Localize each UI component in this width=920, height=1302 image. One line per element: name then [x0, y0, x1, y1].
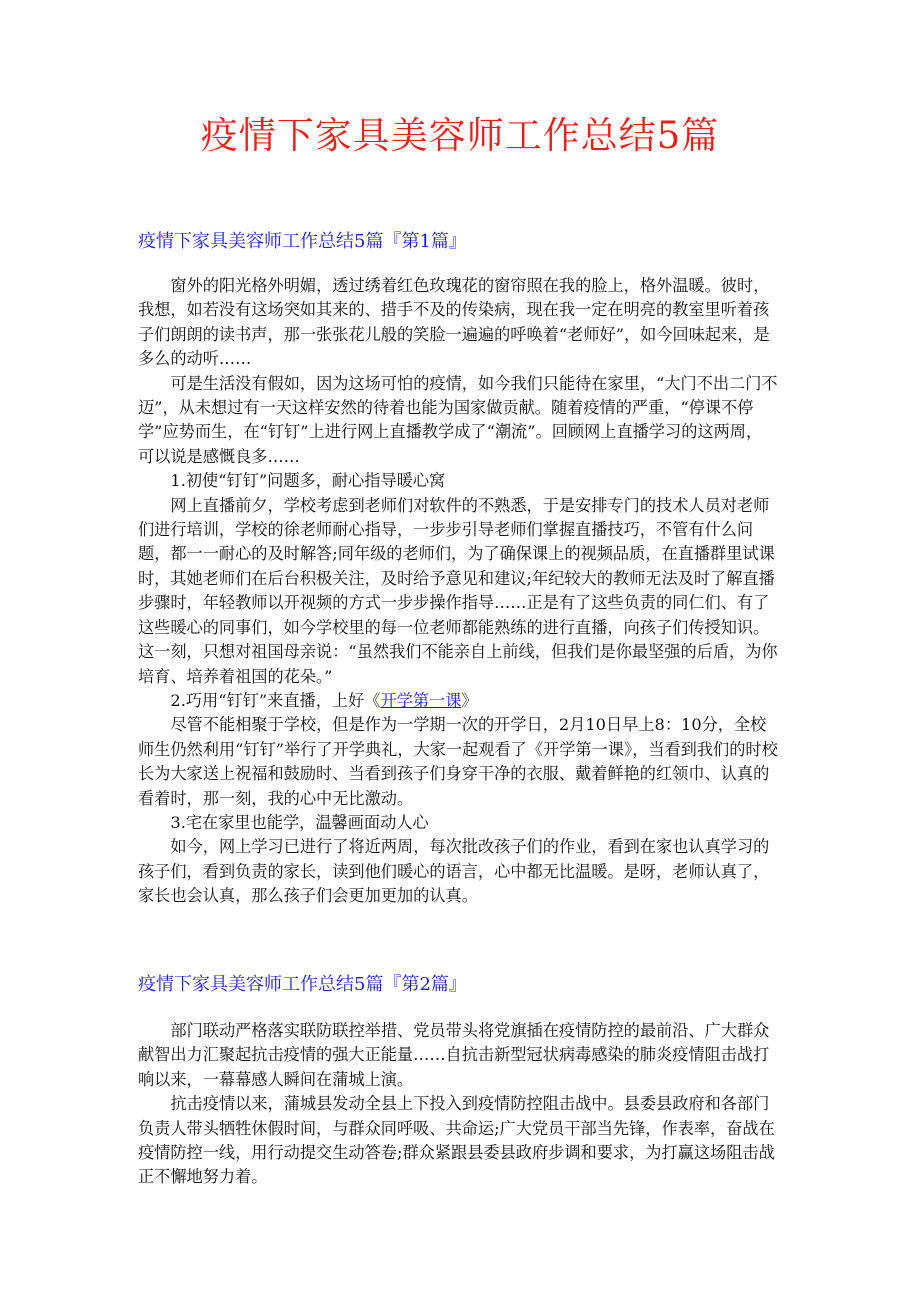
- list-item-heading: 3.宅在家里也能学，温馨画面动人心: [170, 812, 429, 832]
- opening-lesson-link[interactable]: 开学第一课: [380, 690, 462, 710]
- item-2-prefix: 2.巧用“钉钉”来直播，上好《: [170, 690, 381, 710]
- section-1-heading: 疫情下家具美容师工作总结5篇『第1篇』: [138, 231, 467, 252]
- section-2-heading: 疫情下家具美容师工作总结5篇『第2篇』: [138, 974, 467, 995]
- item-2-suffix: 》: [461, 690, 478, 710]
- paragraph: 抗击疫情以来，蒲城县发动全县上下投入到疫情防控阻击战中。县委县政府和各部门负责人带头牺牲休假时间，与群众同呼吸、共命运;广大党员干部当先锋，作表率，奋战在疫情防控一线，用行动提交生动答卷;群众紧跟县委县政府步调和要求，为打赢这场阻击战正不懈地努力着。: [138, 1094, 775, 1187]
- list-item-heading: 1.初使“钉钉”问题多，耐心指导暖心窝: [170, 471, 446, 491]
- paragraph: 可是生活没有假如，因为这场可怕的疫情，如今我们只能待在家里，“大门不出二门不迈”，从未想过有一天这样安然的待着也能为国家做贡献。随着疫情的严重，“停课不停学”应势而生，在“钉钉”上进行网上直播教学成了“潮流”。回顾网上直播学习的这两周，可以说是感慨良多……: [138, 373, 778, 466]
- paragraph: 网上直播前夕，学校考虑到老师们对软件的不熟悉，于是安排专门的技术人员对老师们进行培训，学校的徐老师耐心指导，一步步引导老师们掌握直播技巧，不管有什么问题，都一一耐心的及时解答;同年级的老师们，为了确保课上的视频品质，在直播群里试课时，其她老师们在后台积极关注，及时给予意见和建议;年纪较大的教师无法及时了解直播步骤时，年轻教师以开视频的方式一步步操作指导……正是有了这些负责的同仁们、有了这些暖心的同事们，如今学校里的每一位老师都能熟练的进行直播，向孩子们传授知识。这一刻，只想对祖国母亲说：“虽然我们不能亲自上前线，但我们是你最坚强的后盾，为你培育、培养着祖国的花朵。”: [138, 495, 778, 686]
- paragraph: 如今，网上学习已进行了将近两周，每次批改孩子们的作业，看到在家也认真学习的孩子们，看到负责的家长，读到他们暖心的语言，心中都无比温暖。是呀，老师认真了，家长也会认真，那么孩子们会更加更加的认真。: [138, 837, 770, 906]
- section-1-body: [138, 274, 778, 909]
- paragraph: 部门联动严格落实联防联控举措、党员带头将党旗插在疫情防控的最前沿、广大群众献智出力汇聚起抗击疫情的强大正能量……自抗击新型冠状病毒感染的肺炎疫情阻击战打响以来，一幕幕感人瞬间在蒲城上演。: [138, 1021, 770, 1089]
- section-2-body: [138, 1019, 778, 1190]
- document-title: 疫情下家具美容师工作总结5篇: [200, 114, 720, 157]
- paragraph: 窗外的阳光格外明媚，透过绣着红色玫瑰花的窗帘照在我的脸上，格外温暖。彼时，我想，如若没有这场突如其来的、措手不及的传染病，现在我一定在明亮的教室里听着孩子们朗朗的读书声，那一张张花儿般的笑脸一遍遍的呼唤着“老师好”，如今回味起来，是多么的动听……: [138, 276, 770, 369]
- paragraph: 尽管不能相聚于学校，但是作为一学期一次的开学日，2月10日早上8：10分，全校师生仍然利用“钉钉”举行了开学典礼，大家一起观看了《开学第一课》，当看到我们的时校长为大家送上祝福和鼓励时、当看到孩子们身穿干净的衣服、戴着鲜艳的红领巾、认真的看着时，那一刻，我的心中无比激动。: [138, 715, 778, 808]
- list-item-heading: [138, 689, 778, 713]
